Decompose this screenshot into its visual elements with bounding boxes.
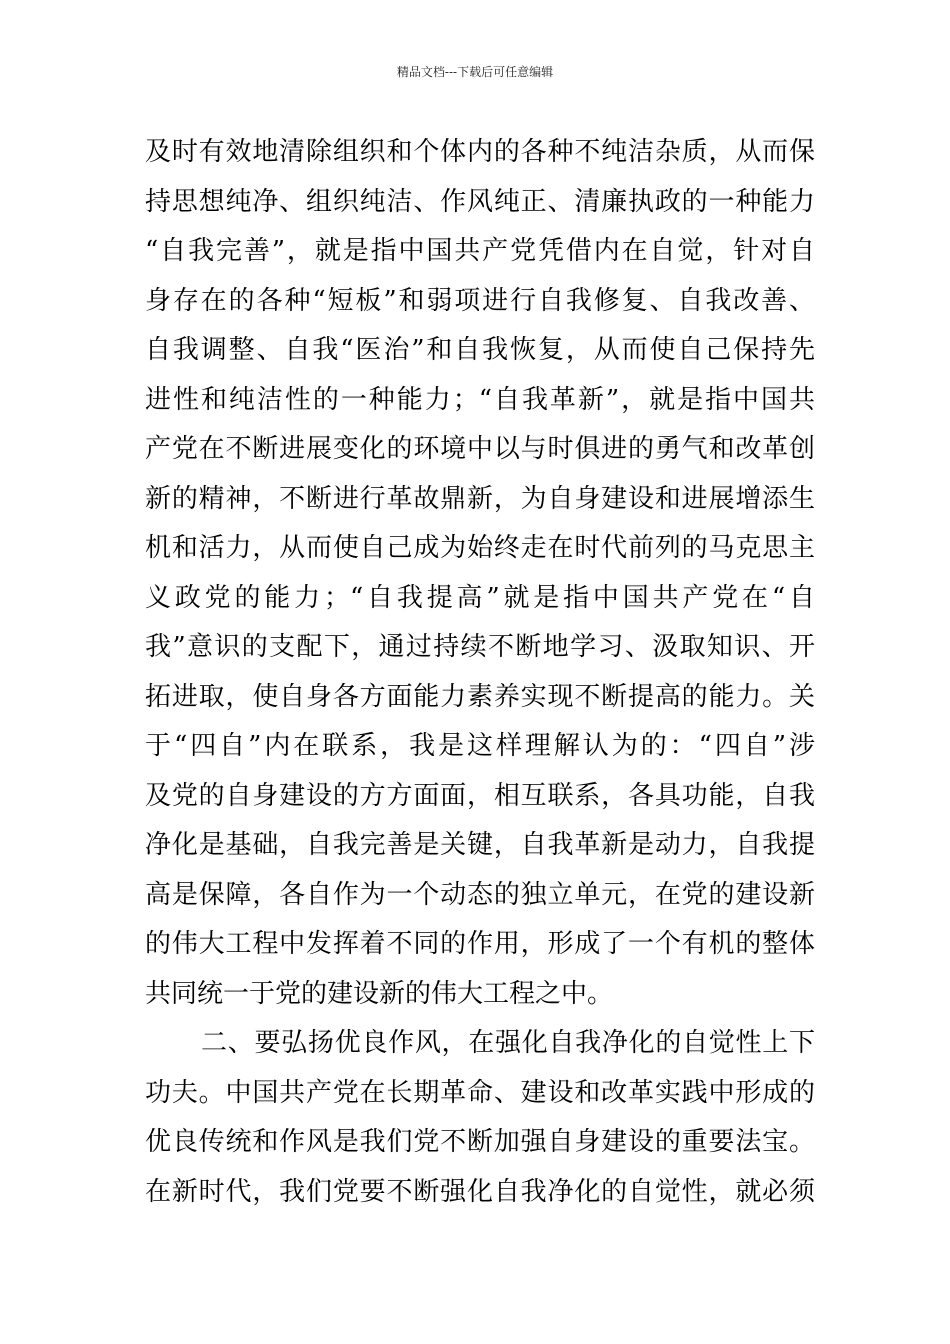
text-line: 我”意识的支配下，通过持续不断地学习、汲取知识、开 <box>145 632 815 662</box>
text-line: 自我调整、自我“医治”和自我恢复，从而使自己保持先 <box>145 335 815 365</box>
text-line: 拓进取，使自身各方面能力素养实现不断提高的能力。关 <box>145 681 815 712</box>
text-line: 高是保障，各自作为一个动态的独立单元，在党的建设新 <box>145 879 815 910</box>
text-line: 共同统一于党的建设新的伟大工程之中。 <box>145 978 614 1009</box>
text-line: 净化是基础，自我完善是关键，自我革新是动力，自我提 <box>145 830 815 860</box>
text-line: 及时有效地清除组织和个体内的各种不纯洁杂质，从而保 <box>145 137 815 167</box>
text-line: 义政党的能力；“自我提高”就是指中国共产党在“自 <box>145 582 815 613</box>
section-heading-line: 二、要弘扬优良作风，在强化自我净化的自觉性上下 <box>201 1028 815 1058</box>
text-line: 于“四自”内在联系，我是这样理解认为的：“四自”涉 <box>145 731 815 761</box>
text-line: 的伟大工程中发挥着不同的作用，形成了一个有机的整体 <box>145 929 815 959</box>
text-line: 进性和纯洁性的一种能力；“自我革新”，就是指中国共 <box>145 384 815 415</box>
text-line: 身存在的各种“短板”和弱项进行自我修复、自我改善、 <box>145 285 815 316</box>
text-line: 功夫。中国共产党在长期革命、建设和改革实践中形成的 <box>145 1077 815 1108</box>
text-line: 产党在不断进展变化的环境中以与时俱进的勇气和改革创 <box>145 434 815 464</box>
page-header: 精品文档---下载后可任意编辑 <box>396 65 554 79</box>
text-line: “自我完善”，就是指中国共产党凭借内在自觉，针对自 <box>145 236 815 266</box>
text-line: 机和活力，从而使自己成为始终走在时代前列的马克思主 <box>145 533 815 563</box>
text-line: 持思想纯净、组织纯洁、作风纯正、清廉执政的一种能力 <box>145 186 815 217</box>
text-line: 新的精神，不断进行革故鼎新，为自身建设和进展增添生 <box>145 483 815 514</box>
text-line: 在新时代，我们党要不断强化自我净化的自觉性，就必须 <box>145 1176 815 1207</box>
document-body <box>145 128 815 1217</box>
text-line: 优良传统和作风是我们党不断加强自身建设的重要法宝。 <box>145 1127 815 1157</box>
text-line: 及党的自身建设的方方面面，相互联系，各具功能，自我 <box>145 780 815 811</box>
